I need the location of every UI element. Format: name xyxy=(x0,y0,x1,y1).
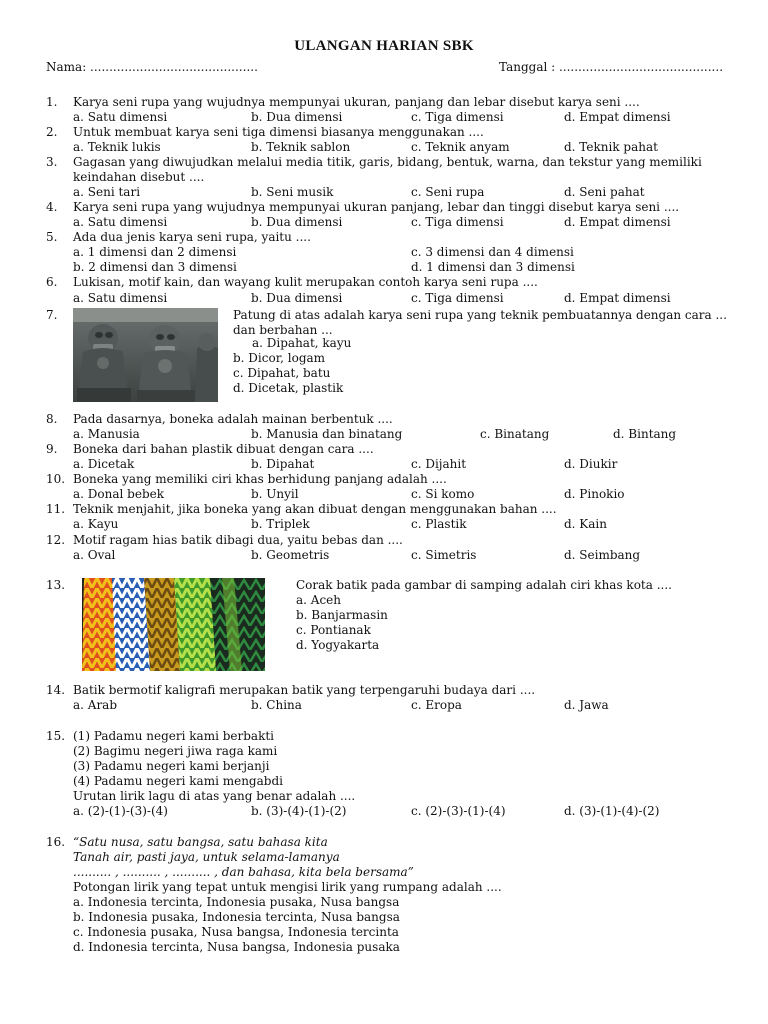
option-a: a. Satu dimensi xyxy=(73,215,168,229)
question-number: 12. xyxy=(46,533,66,547)
option-a: a. (2)-(1)-(3)-(4) xyxy=(73,804,168,818)
question-text: Potongan lirik yang tepat untuk mengisi lirik yang rumpang adalah .... xyxy=(73,880,502,894)
question-number: 13. xyxy=(46,578,66,592)
question-number: 3. xyxy=(46,155,58,169)
question-number: 14. xyxy=(46,683,66,697)
question-text: Lukisan, motif kain, dan wayang kulit merupakan contoh karya seni rupa .... xyxy=(73,275,538,289)
option-c: c. Dijahit xyxy=(411,457,467,471)
option-c: c. Seni rupa xyxy=(411,185,485,199)
option-b: b. Triplek xyxy=(251,517,310,531)
question-number: 6. xyxy=(46,275,58,289)
option-b: b. Banjarmasin xyxy=(296,608,388,622)
question-number: 4. xyxy=(46,200,58,214)
option-b: b. Unyil xyxy=(251,487,299,501)
name-field: Nama: ............................................ xyxy=(46,60,258,74)
option-c: c. 3 dimensi dan 4 dimensi xyxy=(411,245,574,259)
option-b: b. Dua dimensi xyxy=(251,215,343,229)
option-b: b. Dicor, logam xyxy=(233,351,326,365)
page-title: ULANGAN HARIAN SBK xyxy=(294,38,474,54)
option-c: c. Si komo xyxy=(411,487,475,501)
lyric-line: “Satu nusa, satu bangsa, satu bahasa kita xyxy=(73,835,328,849)
question-number: 5. xyxy=(46,230,58,244)
lyric-line: .......... , .......... , .......... , dan bahasa, kita bela bersama” xyxy=(73,865,414,879)
batik-photo xyxy=(82,578,265,671)
option-a: a. Dicetak xyxy=(73,457,135,471)
option-c: c. Tiga dimensi xyxy=(411,291,504,305)
option-c: c. Pontianak xyxy=(296,623,371,637)
option-c: c. Plastik xyxy=(411,517,467,531)
option-d: d. Seimbang xyxy=(564,548,641,562)
question-text: Boneka yang memiliki ciri khas berhidung panjang adalah .... xyxy=(73,472,447,486)
option-d: d. Indonesia tercinta, Nusa bangsa, Indonesia pusaka xyxy=(73,940,400,954)
option-b: b. 2 dimensi dan 3 dimensi xyxy=(73,260,237,274)
question-number: 9. xyxy=(46,442,58,456)
question-text: Batik bermotif kaligrafi merupakan batik yang terpengaruhi budaya dari .... xyxy=(73,683,536,697)
question-text: Ada dua jenis karya seni rupa, yaitu .... xyxy=(73,230,311,244)
lyric-line: Tanah air, pasti jaya, untuk selama-lamanya xyxy=(73,850,340,864)
question-number: 1. xyxy=(46,95,58,109)
option-c: c. Teknik anyam xyxy=(411,140,510,154)
question-text-continued: keindahan disebut .... xyxy=(73,170,205,184)
option-d: d. Kain xyxy=(564,517,607,531)
question-number: 11. xyxy=(46,502,66,516)
question-number: 16. xyxy=(46,835,66,849)
question-number: 10. xyxy=(46,472,66,486)
option-a: a. Kayu xyxy=(73,517,119,531)
option-a: a. 1 dimensi dan 2 dimensi xyxy=(73,245,237,259)
question-text-continued: dan berbahan ... xyxy=(233,323,333,337)
question-text: Patung di atas adalah karya seni rupa yang teknik pembuatannya dengan cara ... xyxy=(233,308,727,322)
date-field: Tanggal : ........................................... xyxy=(499,60,724,74)
question-number: 7. xyxy=(46,308,58,322)
question-text: Motif ragam hias batik dibagi dua, yaitu bebas dan .... xyxy=(73,533,403,547)
question-text: Karya seni rupa yang wujudnya mempunyai ukuran, panjang dan lebar disebut karya seni .... xyxy=(73,95,640,109)
option-b: b. (3)-(4)-(1)-(2) xyxy=(251,804,347,818)
option-d: d. Dicetak, plastik xyxy=(233,381,344,395)
question-number: 2. xyxy=(46,125,58,139)
question-text: Untuk membuat karya seni tiga dimensi biasanya menggunakan .... xyxy=(73,125,484,139)
option-d: d. Jawa xyxy=(564,698,609,712)
option-a: a. Arab xyxy=(73,698,118,712)
option-a: a. Seni tari xyxy=(73,185,141,199)
lyric-line: (1) Padamu negeri kami berbakti xyxy=(73,729,275,743)
option-c: c. Eropa xyxy=(411,698,462,712)
option-d: d. Seni pahat xyxy=(564,185,645,199)
option-c: c. Binatang xyxy=(480,427,550,441)
option-d: d. Empat dimensi xyxy=(564,291,671,305)
option-a: a. Donal bebek xyxy=(73,487,165,501)
option-d: d. Yogyakarta xyxy=(296,638,380,652)
option-d: d. Diukir xyxy=(564,457,618,471)
question-text: Urutan lirik lagu di atas yang benar adalah .... xyxy=(73,789,356,803)
option-a: a. Oval xyxy=(73,548,116,562)
question-text: Karya seni rupa yang wujudnya mempunyai ukuran panjang, lebar dan tinggi disebut karya seni .... xyxy=(73,200,680,214)
option-a: a. Satu dimensi xyxy=(73,291,168,305)
option-a: a. Teknik lukis xyxy=(73,140,161,154)
option-b: b. Dua dimensi xyxy=(251,110,343,124)
question-text: Teknik menjahit, jika boneka yang akan dibuat dengan menggunakan bahan .... xyxy=(73,502,557,516)
option-d: d. Bintang xyxy=(613,427,677,441)
lyric-line: (2) Bagimu negeri jiwa raga kami xyxy=(73,744,278,758)
option-a: a. Indonesia tercinta, Indonesia pusaka, Nusa bangsa xyxy=(73,895,400,909)
option-d: d. 1 dimensi dan 3 dimensi xyxy=(411,260,575,274)
option-b: b. Teknik sablon xyxy=(251,140,351,154)
option-b: b. Seni musik xyxy=(251,185,334,199)
option-a: a. Aceh xyxy=(296,593,341,607)
option-d: d. Teknik pahat xyxy=(564,140,658,154)
option-b: b. Geometris xyxy=(251,548,330,562)
question-number: 8. xyxy=(46,412,58,426)
question-number: 15. xyxy=(46,729,66,743)
option-a: a. Dipahat, kayu xyxy=(252,336,352,350)
option-d: d. Empat dimensi xyxy=(564,110,671,124)
option-b: b. Manusia dan binatang xyxy=(251,427,403,441)
lyric-line: (3) Padamu negeri kami berjanji xyxy=(73,759,270,773)
statue-photo xyxy=(73,308,218,402)
option-c: c. Simetris xyxy=(411,548,477,562)
option-c: c. Tiga dimensi xyxy=(411,215,504,229)
option-c: c. Indonesia pusaka, Nusa bangsa, Indonesia tercinta xyxy=(73,925,399,939)
option-b: b. Dipahat xyxy=(251,457,315,471)
option-a: a. Manusia xyxy=(73,427,140,441)
question-text: Corak batik pada gambar di samping adalah ciri khas kota .... xyxy=(296,578,672,592)
question-text: Pada dasarnya, boneka adalah mainan berbentuk .... xyxy=(73,412,393,426)
question-text: Gagasan yang diwujudkan melalui media titik, garis, bidang, bentuk, warna, dan tekstur yang memiliki xyxy=(73,155,702,169)
option-c: c. Dipahat, batu xyxy=(233,366,331,380)
lyric-line: (4) Padamu negeri kami mengabdi xyxy=(73,774,283,788)
question-text: Boneka dari bahan plastik dibuat dengan cara .... xyxy=(73,442,374,456)
option-b: b. China xyxy=(251,698,302,712)
option-b: b. Indonesia pusaka, Indonesia tercinta, Nusa bangsa xyxy=(73,910,400,924)
option-d: d. Pinokio xyxy=(564,487,625,501)
option-d: d. (3)-(1)-(4)-(2) xyxy=(564,804,660,818)
option-c: c. (2)-(3)-(1)-(4) xyxy=(411,804,506,818)
option-c: c. Tiga dimensi xyxy=(411,110,504,124)
option-a: a. Satu dimensi xyxy=(73,110,168,124)
option-d: d. Empat dimensi xyxy=(564,215,671,229)
option-b: b. Dua dimensi xyxy=(251,291,343,305)
